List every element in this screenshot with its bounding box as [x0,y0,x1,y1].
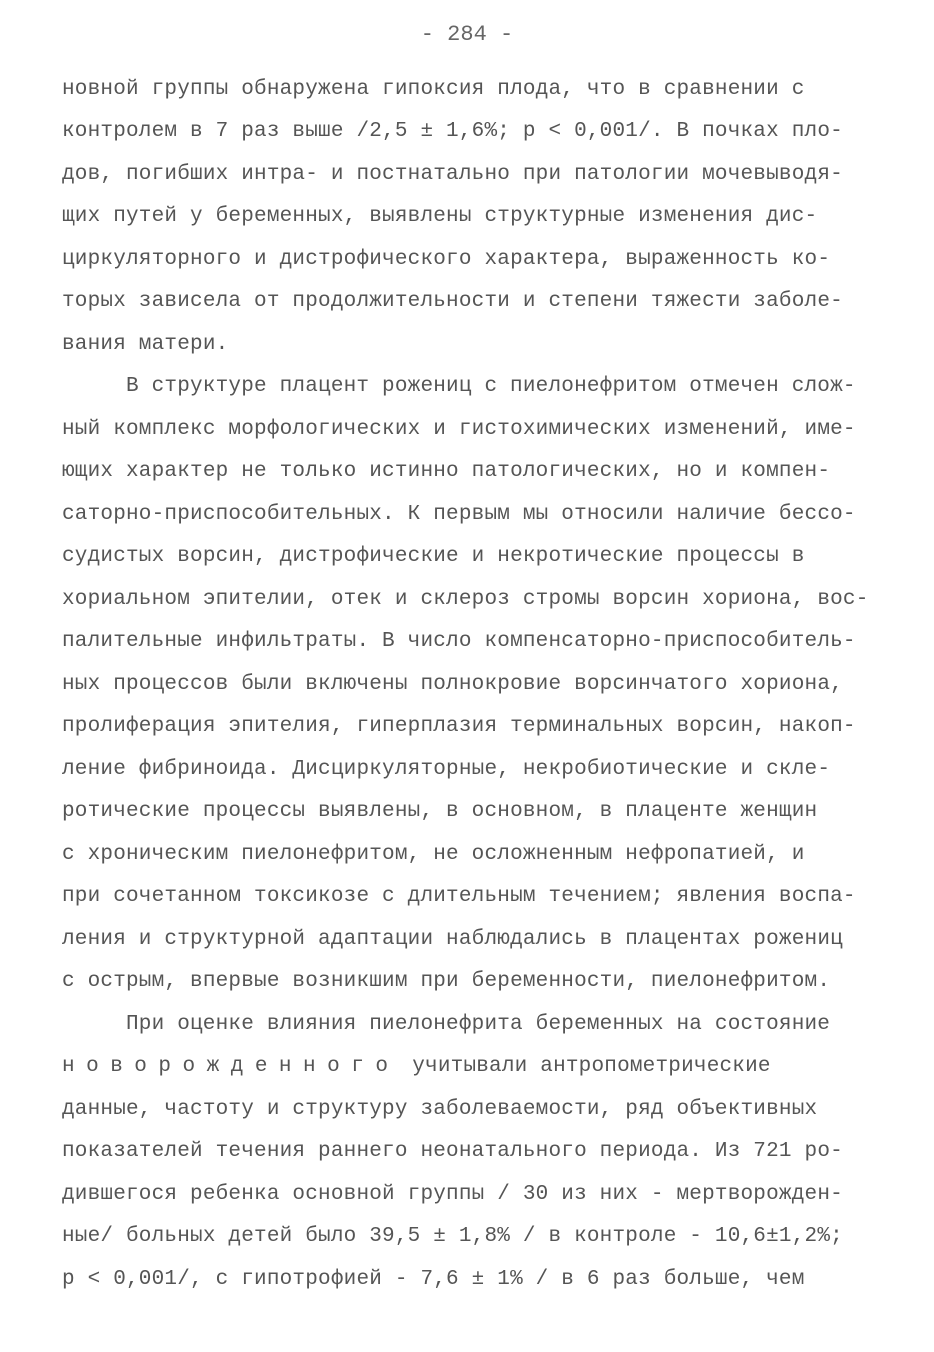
text-line: показателей течения раннего неонатального периода. Из 721 ро- [62,1140,843,1163]
text-line: ротические процессы выявлены, в основном, в плаценте женщин [62,800,818,823]
text-line: р < 0,001/, с гипотрофией - 7,6 ± 1% / в 6 раз больше, чем [62,1268,805,1291]
text-line: дов, погибших интра- и постнатально при патологии мочевыводя- [62,163,843,186]
text-line: циркуляторного и дистрофического характера, выраженность ко- [62,248,831,271]
text-line: контролем в 7 раз выше /2,5 ± 1,6%; р < 0,001/. В почках пло- [62,120,843,143]
text-line: щих путей у беременных, выявлены структурные изменения дис- [62,205,818,228]
text-line: вания матери. [62,333,229,356]
text-line: пролиферация эпителия, гиперплазия терминальных ворсин, накоп- [62,715,856,738]
text-line: хориальном эпителии, отек и склероз стромы ворсин хориона, вос- [62,588,869,611]
text-fragment: учитывали антропометрические [412,1055,771,1078]
text-line: с хроническим пиелонефритом, не осложненным нефропатией, и [62,843,805,866]
text-line: ющих характер не только истинно патологических, но и компен- [62,460,831,483]
text-line: данные, частоту и структуру заболеваемости, ряд объективных [62,1098,818,1121]
text-line [62,1055,771,1079]
text-line: при сочетанном токсикозе с длительным течением; явления воспа- [62,885,856,908]
text-line: дившегося ребенка основной группы / 30 из них - мертворожден- [62,1183,843,1206]
text-line: с острым, впервые возникшим при беременности, пиелонефритом. [62,970,831,993]
text-line: В структуре плацент рожениц с пиелонефритом отмечен слож- [126,375,856,398]
text-line: ление фибриноида. Дисциркуляторные, некробиотические и скле- [62,758,831,781]
text-line: ления и структурной адаптации наблюдались в плацентах рожениц [62,928,843,951]
text-line: торых зависела от продолжительности и степени тяжести заболе- [62,290,843,313]
spaced-emphasis-word: новорожденного [62,1055,400,1078]
page-number: - 284 - [420,22,514,47]
text-line: ный комплекс морфологических и гистохимических изменений, име- [62,418,856,441]
text-line: При оценке влияния пиелонефрита беременных на состояние [126,1013,831,1036]
text-line: ных процессов были включены полнокровие ворсинчатого хориона, [62,673,843,696]
text-line: палительные инфильтраты. В число компенсаторно-приспособитель- [62,630,856,653]
text-line: судистых ворсин, дистрофические и некротические процессы в [62,545,805,568]
text-line: саторно-приспособительных. К первым мы относили наличие бессо- [62,503,856,526]
text-line: новной группы обнаружена гипоксия плода, что в сравнении с [62,78,805,101]
text-line: ные/ больных детей было 39,5 ± 1,8% / в контроле - 10,6±1,2%; [62,1225,843,1248]
